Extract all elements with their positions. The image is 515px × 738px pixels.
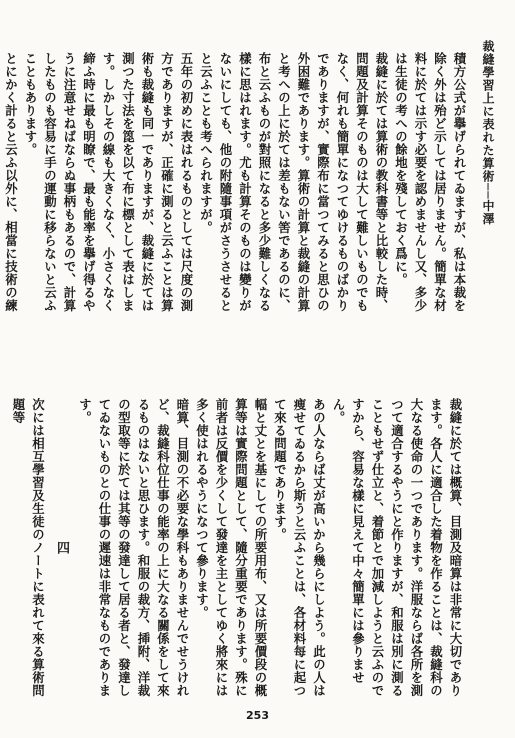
paragraph: 裁縫に於ては概算、目測及暗算は非常に大切であります。各人に適合した着物を作ることは、裁縫科の大なる使命の一つであります。洋服ならば各所を測つて適合するやうにと作りますが、和服は別に測ることもせず仕立と、着節とで加減しようと云ふのですから、容易な樣に見えて中々簡單には參りません。 (331, 398, 463, 697)
paragraph: 裁縫に於ては算術の教科書等と比較した時、問題及計算そのものは大して難しいものでもなく、何れも簡單になつてゆけるものばかりでありますが、實際布に當つてみると思ひの外困難であります。算術の計算と裁縫の計算と考への上に於ては差もない筈であるのに、布と云ふものが對照になると多少難しくなる樣に思はれます。尤も計算そのものは變りがないにしても、他の附隨事項がさうさせるとと云ふことも考へられますが。 (198, 52, 389, 312)
closing-line: 次には相互學習及生徒のノートに表れて來る算術問題等 (11, 398, 46, 697)
paragraph: 幅と丈とを基にしての所要用布、又は所要價段の概算等は實際問題として、隨分重要であります。殊に前者は反價を少くして發達を主としてゆく將來には多く使はれるやうになつて參ります。 (194, 398, 268, 697)
paragraph: 暗算、目測の不必要な學科もありませんでせうけれど、裁縫科位仕事の能率の上に大なる關係をして來るものはないと思ひます。和服の裁方、揷附、洋裁の型取等に於ては其等の發達して居る者と、發達してゐないものとの仕事の遲速は非常なものであります。 (77, 398, 190, 697)
running-header: 裁縫學習上に表れた算術──中澤 (481, 40, 495, 226)
page-number: 253 (246, 709, 269, 722)
paragraph: 積方公式が擧げられてゐますが、私は本裁を除く外は殆ど示しては居りません。簡單な材料に於ては示す必要を認めませんし又、多少は生徒の考への餘地を殘しておく爲に。 (393, 52, 467, 312)
upper-text-block (0, 52, 469, 322)
section-number: 四 (54, 541, 69, 555)
paragraph: 五年の初めに表はれるものとしては尺度の測方でありますが、正確に測ると云ふことは算術も裁縫も同一でありますが、裁縫に於ては測つた寸法を箆を以て布に標として表はします。しかしその線も大きくなく、小さくなく締ふ時に最も明瞭で、最も能率を擧げ得るやうに注意せねばならぬ事柄もあるので、計算したものも容易に手の運動に移らないと云ふこともあります。 (23, 52, 194, 312)
lower-text-block (9, 398, 466, 698)
paragraph: とにかく計ると云ふ以外に、相當に技術の練 (3, 52, 19, 312)
paragraph: あの人ならば丈が高いから幾らにしよう。此の人は痩せてゐるから斯うと云ふことは、各材料每に起つて來る問題であります。 (272, 398, 327, 697)
